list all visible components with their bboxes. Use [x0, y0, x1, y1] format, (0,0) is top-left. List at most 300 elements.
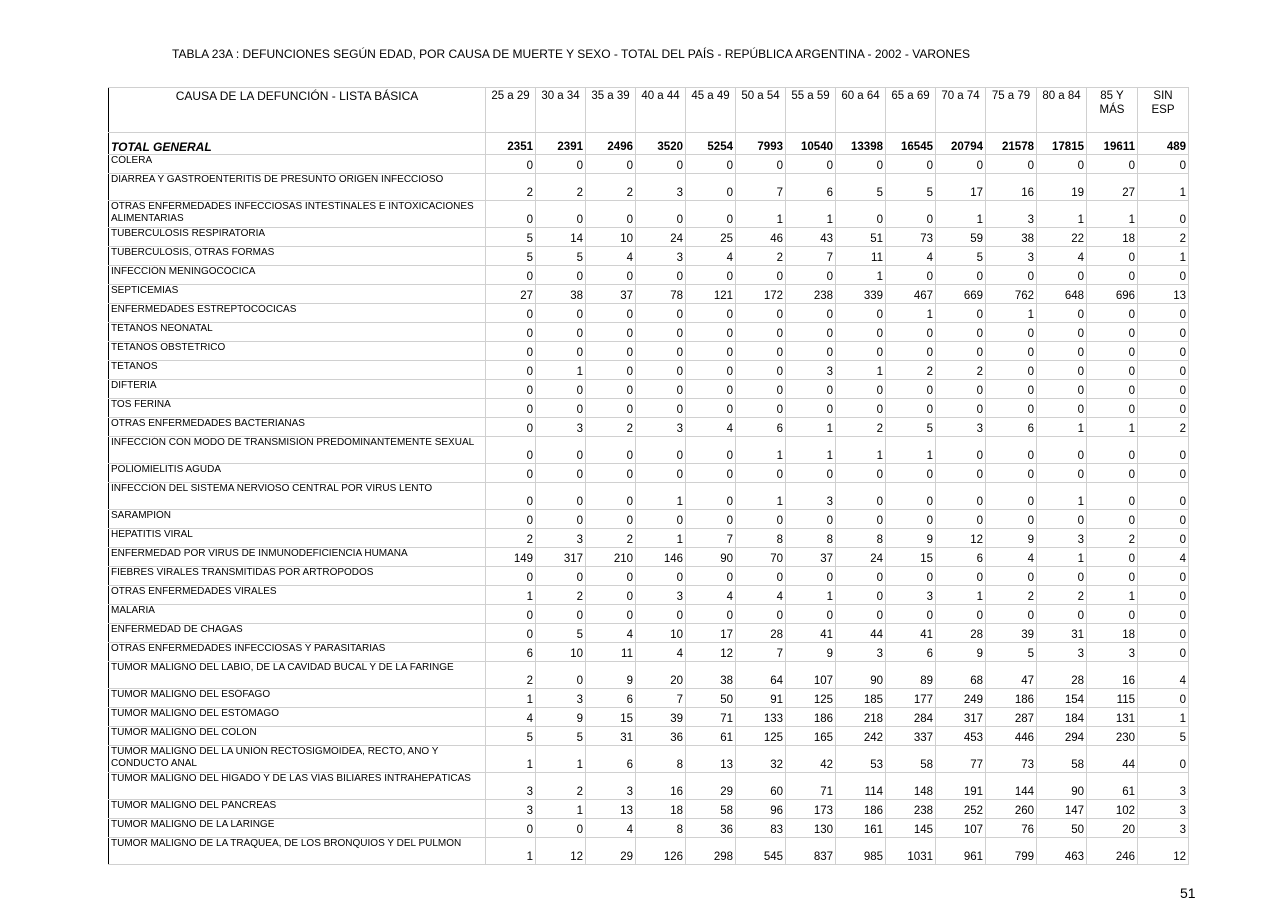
value-cell: 0 — [736, 266, 786, 285]
table-row — [109, 746, 1189, 773]
cause-cell: ENFERMEDAD POR VIRUS DE INMUNODEFICIENCIA HUMANA — [109, 548, 486, 567]
value-cell: 0 — [1138, 361, 1189, 380]
cause-cell: DIARREA Y GASTROENTERITIS DE PRESUNTO ORIGEN INFECCIOSO — [109, 174, 486, 201]
age-column-header: 70 a 74 — [936, 88, 986, 133]
value-cell: 0 — [536, 155, 586, 174]
value-cell: 0 — [986, 567, 1037, 586]
value-cell: 252 — [936, 800, 986, 819]
value-cell: 0 — [736, 342, 786, 361]
value-cell: 317 — [936, 708, 986, 727]
value-cell: 0 — [1037, 437, 1087, 464]
value-cell: 696 — [1087, 285, 1138, 304]
value-cell: 0 — [586, 586, 636, 605]
value-cell: 545 — [736, 838, 786, 865]
value-cell: 669 — [936, 285, 986, 304]
value-cell: 0 — [986, 510, 1037, 529]
value-cell: 0 — [886, 483, 936, 510]
value-cell: 0 — [1037, 266, 1087, 285]
value-cell: 0 — [786, 342, 836, 361]
value-cell: 0 — [686, 483, 736, 510]
value-cell: 4 — [1138, 548, 1189, 567]
table-row — [109, 773, 1189, 800]
value-cell: 0 — [986, 483, 1037, 510]
value-cell: 186 — [836, 800, 886, 819]
value-cell: 78 — [636, 285, 686, 304]
value-cell: 77 — [936, 746, 986, 773]
value-cell: 28 — [736, 624, 786, 643]
value-cell: 16545 — [886, 133, 936, 155]
value-cell: 6 — [886, 643, 936, 662]
value-cell: 0 — [1138, 155, 1189, 174]
value-cell: 125 — [736, 727, 786, 746]
value-cell: 185 — [836, 689, 886, 708]
value-cell: 41 — [886, 624, 936, 643]
value-cell: 0 — [586, 342, 636, 361]
value-cell: 107 — [936, 819, 986, 838]
table-row — [109, 689, 1189, 708]
value-cell: 0 — [1087, 304, 1138, 323]
value-cell: 3 — [786, 361, 836, 380]
value-cell: 1 — [1087, 201, 1138, 228]
value-cell: 10540 — [786, 133, 836, 155]
value-cell: 2 — [586, 418, 636, 437]
cause-cell: TÉTANOS — [109, 361, 486, 380]
value-cell: 0 — [1037, 380, 1087, 399]
value-cell: 0 — [836, 483, 886, 510]
value-cell: 102 — [1087, 800, 1138, 819]
value-cell: 125 — [786, 689, 836, 708]
value-cell: 3 — [786, 483, 836, 510]
value-cell: 317 — [536, 548, 586, 567]
value-cell: 5 — [536, 727, 586, 746]
cause-cell: TUMOR MALIGNO DE LA LARINGE — [109, 819, 486, 838]
value-cell: 3 — [536, 418, 586, 437]
value-cell: 2 — [486, 662, 536, 689]
value-cell: 0 — [936, 380, 986, 399]
value-cell: 0 — [1138, 266, 1189, 285]
value-cell: 0 — [986, 155, 1037, 174]
value-cell: 4 — [886, 247, 936, 266]
value-cell: 1 — [1037, 548, 1087, 567]
value-cell: 9 — [786, 643, 836, 662]
value-cell: 13 — [686, 746, 736, 773]
value-cell: 39 — [986, 624, 1037, 643]
value-cell: 0 — [736, 605, 786, 624]
value-cell: 0 — [1037, 323, 1087, 342]
value-cell: 0 — [1087, 380, 1138, 399]
value-cell: 0 — [1087, 548, 1138, 567]
value-cell: 0 — [836, 605, 886, 624]
value-cell: 0 — [936, 399, 986, 418]
value-cell: 0 — [1138, 437, 1189, 464]
age-column-header: 45 a 49 — [686, 88, 736, 133]
value-cell: 799 — [986, 838, 1037, 865]
value-cell: 0 — [836, 464, 886, 483]
value-cell: 0 — [636, 380, 686, 399]
table-row — [109, 247, 1189, 266]
value-cell: 2391 — [536, 133, 586, 155]
value-cell: 146 — [636, 548, 686, 567]
value-cell: 0 — [586, 510, 636, 529]
value-cell: 3 — [1138, 800, 1189, 819]
cause-cell: TOTAL GENERAL — [109, 133, 486, 155]
value-cell: 0 — [586, 304, 636, 323]
value-cell: 0 — [536, 380, 586, 399]
table-row — [109, 361, 1189, 380]
value-cell: 3 — [936, 418, 986, 437]
value-cell: 1 — [636, 529, 686, 548]
value-cell: 0 — [1087, 361, 1138, 380]
cause-cell: OTRAS ENFERMEDADES INFECCIOSAS INTESTINALES E INTOXICACIONES ALIMENTARIAS — [109, 201, 486, 228]
value-cell: 37 — [586, 285, 636, 304]
value-cell: 0 — [836, 342, 886, 361]
value-cell: 0 — [486, 399, 536, 418]
value-cell: 31 — [1037, 624, 1087, 643]
value-cell: 0 — [936, 155, 986, 174]
value-cell: 5 — [1138, 727, 1189, 746]
value-cell: 0 — [886, 605, 936, 624]
table-row — [109, 380, 1189, 399]
value-cell: 173 — [786, 800, 836, 819]
value-cell: 4 — [686, 247, 736, 266]
value-cell: 0 — [886, 380, 936, 399]
value-cell: 0 — [686, 567, 736, 586]
value-cell: 0 — [486, 483, 536, 510]
value-cell: 0 — [536, 304, 586, 323]
value-cell: 0 — [486, 201, 536, 228]
value-cell: 0 — [1037, 361, 1087, 380]
age-column-header: 55 a 59 — [786, 88, 836, 133]
value-cell: 453 — [936, 727, 986, 746]
value-cell: 1 — [536, 361, 586, 380]
table-row — [109, 586, 1189, 605]
cause-cell: OTRAS ENFERMEDADES VIRALES — [109, 586, 486, 605]
value-cell: 0 — [936, 567, 986, 586]
value-cell: 0 — [836, 304, 886, 323]
value-cell: 16 — [636, 773, 686, 800]
value-cell: 9 — [986, 529, 1037, 548]
value-cell: 0 — [736, 361, 786, 380]
value-cell: 96 — [736, 800, 786, 819]
value-cell: 0 — [486, 266, 536, 285]
value-cell: 5 — [486, 247, 536, 266]
table-row — [109, 437, 1189, 464]
value-cell: 0 — [586, 155, 636, 174]
value-cell: 64 — [736, 662, 786, 689]
value-cell: 90 — [686, 548, 736, 567]
value-cell: 0 — [536, 399, 586, 418]
value-cell: 12 — [686, 643, 736, 662]
value-cell: 89 — [886, 662, 936, 689]
table-row — [109, 605, 1189, 624]
value-cell: 148 — [886, 773, 936, 800]
value-cell: 0 — [886, 323, 936, 342]
value-cell: 0 — [786, 155, 836, 174]
value-cell: 60 — [736, 773, 786, 800]
value-cell: 249 — [936, 689, 986, 708]
value-cell: 1 — [1087, 418, 1138, 437]
value-cell: 3 — [486, 773, 536, 800]
value-cell: 0 — [1138, 464, 1189, 483]
value-cell: 4 — [586, 819, 636, 838]
value-cell: 8 — [836, 529, 886, 548]
value-cell: 90 — [836, 662, 886, 689]
value-cell: 126 — [636, 838, 686, 865]
value-cell: 1 — [1138, 247, 1189, 266]
value-cell: 1 — [1138, 174, 1189, 201]
value-cell: 0 — [986, 605, 1037, 624]
value-cell: 0 — [1037, 464, 1087, 483]
table-row — [109, 228, 1189, 247]
value-cell: 0 — [636, 567, 686, 586]
value-cell: 0 — [486, 437, 536, 464]
value-cell: 5 — [986, 643, 1037, 662]
value-cell: 1 — [1037, 483, 1087, 510]
value-cell: 29 — [586, 838, 636, 865]
value-cell: 76 — [986, 819, 1037, 838]
value-cell: 0 — [636, 266, 686, 285]
value-cell: 1 — [986, 304, 1037, 323]
value-cell: 1 — [486, 838, 536, 865]
value-cell: 3 — [886, 586, 936, 605]
value-cell: 0 — [1138, 529, 1189, 548]
value-cell: 0 — [786, 464, 836, 483]
value-cell: 73 — [886, 228, 936, 247]
value-cell: 1 — [1087, 586, 1138, 605]
value-cell: 0 — [536, 567, 586, 586]
cause-cell: HEPATITIS VIRAL — [109, 529, 486, 548]
value-cell: 13 — [1138, 285, 1189, 304]
value-cell: 0 — [686, 174, 736, 201]
value-cell: 186 — [786, 708, 836, 727]
value-cell: 0 — [786, 304, 836, 323]
value-cell: 0 — [1037, 155, 1087, 174]
value-cell: 1 — [936, 201, 986, 228]
table-row — [109, 155, 1189, 174]
value-cell: 2 — [836, 418, 886, 437]
value-cell: 5 — [836, 174, 886, 201]
value-cell: 0 — [736, 380, 786, 399]
value-cell: 210 — [586, 548, 636, 567]
value-cell: 17815 — [1037, 133, 1087, 155]
age-column-header: 75 a 79 — [986, 88, 1037, 133]
table-row — [109, 399, 1189, 418]
value-cell: 0 — [536, 437, 586, 464]
value-cell: 24 — [636, 228, 686, 247]
value-cell: 2 — [986, 586, 1037, 605]
table-row — [109, 727, 1189, 746]
value-cell: 18 — [1087, 624, 1138, 643]
value-cell: 339 — [836, 285, 886, 304]
table-row — [109, 624, 1189, 643]
value-cell: 0 — [1087, 464, 1138, 483]
value-cell: 1 — [636, 483, 686, 510]
value-cell: 0 — [936, 437, 986, 464]
value-cell: 9 — [536, 708, 586, 727]
value-cell: 37 — [786, 548, 836, 567]
value-cell: 4 — [686, 418, 736, 437]
cause-cell: TUMOR MALIGNO DEL ESTÓMAGO — [109, 708, 486, 727]
value-cell: 191 — [936, 773, 986, 800]
value-cell: 0 — [836, 323, 886, 342]
value-cell: 0 — [886, 201, 936, 228]
value-cell: 0 — [986, 464, 1037, 483]
value-cell: 2 — [1037, 586, 1087, 605]
value-cell: 5 — [536, 624, 586, 643]
value-cell: 0 — [786, 266, 836, 285]
value-cell: 467 — [886, 285, 936, 304]
value-cell: 2 — [736, 247, 786, 266]
value-cell: 19 — [1037, 174, 1087, 201]
value-cell: 1031 — [886, 838, 936, 865]
table-row — [109, 323, 1189, 342]
value-cell: 0 — [686, 342, 736, 361]
value-cell: 4 — [1138, 662, 1189, 689]
value-cell: 489 — [1138, 133, 1189, 155]
value-cell: 0 — [1087, 342, 1138, 361]
value-cell: 2496 — [586, 133, 636, 155]
value-cell: 0 — [936, 342, 986, 361]
value-cell: 0 — [536, 662, 586, 689]
value-cell: 15 — [586, 708, 636, 727]
value-cell: 0 — [836, 380, 886, 399]
value-cell: 337 — [886, 727, 936, 746]
value-cell: 246 — [1087, 838, 1138, 865]
value-cell: 0 — [686, 304, 736, 323]
value-cell: 59 — [936, 228, 986, 247]
value-cell: 5 — [886, 418, 936, 437]
value-cell: 3 — [1138, 773, 1189, 800]
table-row — [109, 304, 1189, 323]
value-cell: 6 — [936, 548, 986, 567]
value-cell: 7 — [686, 529, 736, 548]
cause-cell: OTRAS ENFERMEDADES INFECCIOSAS Y PARASITARIAS — [109, 643, 486, 662]
value-cell: 9 — [886, 529, 936, 548]
value-cell: 1 — [786, 586, 836, 605]
value-cell: 39 — [636, 708, 686, 727]
value-cell: 0 — [586, 567, 636, 586]
value-cell: 762 — [986, 285, 1037, 304]
cause-cell: TUMOR MALIGNO DEL ESÓFAGO — [109, 689, 486, 708]
value-cell: 44 — [836, 624, 886, 643]
value-cell: 12 — [1138, 838, 1189, 865]
value-cell: 0 — [586, 323, 636, 342]
value-cell: 0 — [1087, 247, 1138, 266]
value-cell: 68 — [936, 662, 986, 689]
value-cell: 0 — [586, 437, 636, 464]
value-cell: 3 — [1037, 529, 1087, 548]
value-cell: 0 — [936, 464, 986, 483]
value-cell: 238 — [786, 285, 836, 304]
value-cell: 0 — [1138, 483, 1189, 510]
value-cell: 0 — [1087, 510, 1138, 529]
value-cell: 1 — [1138, 708, 1189, 727]
value-cell: 0 — [486, 323, 536, 342]
cause-cell: SEPTICEMIAS — [109, 285, 486, 304]
value-cell: 0 — [1138, 746, 1189, 773]
value-cell: 0 — [636, 510, 686, 529]
cause-cell: SARAMPIÓN — [109, 510, 486, 529]
value-cell: 0 — [486, 567, 536, 586]
value-cell: 0 — [1138, 304, 1189, 323]
age-column-header: 80 a 84 — [1037, 88, 1087, 133]
value-cell: 446 — [986, 727, 1037, 746]
value-cell: 47 — [986, 662, 1037, 689]
value-cell: 36 — [636, 727, 686, 746]
value-cell: 61 — [686, 727, 736, 746]
value-cell: 2 — [536, 773, 586, 800]
value-cell: 0 — [536, 605, 586, 624]
value-cell: 0 — [686, 605, 736, 624]
value-cell: 1 — [936, 586, 986, 605]
value-cell: 70 — [736, 548, 786, 567]
value-cell: 4 — [486, 708, 536, 727]
value-cell: 0 — [536, 342, 586, 361]
cause-cell: TUBERCULOSIS, OTRAS FORMAS — [109, 247, 486, 266]
value-cell: 4 — [636, 643, 686, 662]
value-cell: 218 — [836, 708, 886, 727]
table-row — [109, 708, 1189, 727]
value-cell: 0 — [786, 510, 836, 529]
value-cell: 287 — [986, 708, 1037, 727]
value-cell: 0 — [686, 464, 736, 483]
cause-cell: TUMOR MALIGNO DEL LA UNIÓN RECTOSIGMOIDEA, RECTO, ANO Y CONDUCTO ANAL — [109, 746, 486, 773]
value-cell: 0 — [1037, 342, 1087, 361]
table-row — [109, 567, 1189, 586]
value-cell: 13398 — [836, 133, 886, 155]
value-cell: 18 — [1087, 228, 1138, 247]
table-title: TABLA 23A : DEFUNCIONES SEGÚN EDAD, POR CAUSA DE MUERTE Y SEXO - TOTAL DEL PAÍS - REPÚBLICA ARGENTINA - 2002 - VARONES — [172, 47, 971, 61]
value-cell: 0 — [1087, 605, 1138, 624]
value-cell: 9 — [936, 643, 986, 662]
value-cell: 0 — [886, 464, 936, 483]
value-cell: 0 — [1138, 624, 1189, 643]
value-cell: 130 — [786, 819, 836, 838]
value-cell: 0 — [636, 464, 686, 483]
value-cell: 0 — [1087, 437, 1138, 464]
value-cell: 0 — [536, 819, 586, 838]
value-cell: 1 — [486, 586, 536, 605]
value-cell: 0 — [936, 323, 986, 342]
value-cell: 0 — [886, 342, 936, 361]
age-column-header: SIN ESP — [1138, 88, 1189, 133]
cause-cell: ENFERMEDADES ESTREPTOCÓCICAS — [109, 304, 486, 323]
value-cell: 17 — [686, 624, 736, 643]
value-cell: 73 — [986, 746, 1037, 773]
value-cell: 71 — [786, 773, 836, 800]
value-cell: 50 — [686, 689, 736, 708]
value-cell: 0 — [1138, 380, 1189, 399]
value-cell: 0 — [586, 380, 636, 399]
value-cell: 8 — [636, 819, 686, 838]
value-cell: 0 — [486, 304, 536, 323]
value-cell: 0 — [1138, 567, 1189, 586]
value-cell: 0 — [1087, 567, 1138, 586]
table-row — [109, 838, 1189, 865]
value-cell: 22 — [1037, 228, 1087, 247]
age-column-header: 35 a 39 — [586, 88, 636, 133]
table-row — [109, 643, 1189, 662]
value-cell: 2 — [936, 361, 986, 380]
value-cell: 13 — [586, 800, 636, 819]
value-cell: 0 — [936, 483, 986, 510]
value-cell: 648 — [1037, 285, 1087, 304]
cause-cell: INFECCIÓN MENINGOCÓCICA — [109, 266, 486, 285]
value-cell: 2 — [1138, 228, 1189, 247]
value-cell: 4 — [586, 624, 636, 643]
value-cell: 0 — [936, 266, 986, 285]
value-cell: 3 — [1037, 643, 1087, 662]
